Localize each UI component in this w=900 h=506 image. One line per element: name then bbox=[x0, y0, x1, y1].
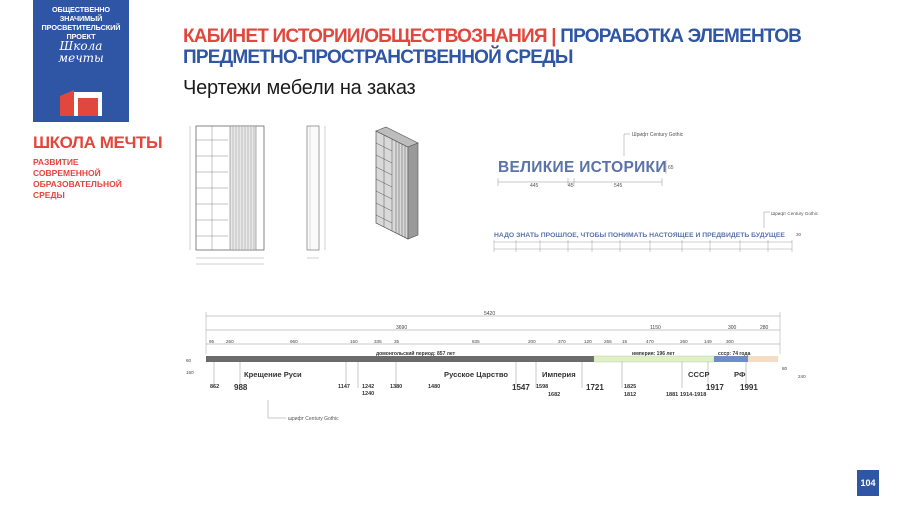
timeline-font-note: шрифт Century Gothic bbox=[288, 416, 339, 422]
timeline-right-dim-2: 240 bbox=[798, 374, 806, 379]
year-13: 1812 bbox=[624, 392, 637, 398]
headline-height-dim: 65 bbox=[668, 165, 674, 171]
seg-dim-3: 960 bbox=[290, 339, 298, 344]
year-3: 1147 bbox=[338, 384, 350, 390]
cabinet-side-drawing bbox=[303, 124, 331, 266]
timeline-right-dim: 1150 bbox=[650, 325, 661, 331]
year-11: 1721 bbox=[586, 383, 604, 392]
seg-dim-5: 335 bbox=[374, 339, 382, 344]
brand-logo-script: Школа мечты bbox=[58, 39, 104, 65]
era-bar-peach bbox=[748, 356, 778, 362]
event-label-4: СССР bbox=[688, 370, 710, 379]
year-14: 1881 bbox=[666, 392, 679, 398]
timeline-right-dim-1: 80 bbox=[782, 366, 788, 371]
year-10: 1682 bbox=[548, 392, 561, 398]
seg-dim-7: 835 bbox=[472, 339, 480, 344]
headline-plate-text: ВЕЛИКИЕ ИСТОРИКИ bbox=[498, 159, 667, 176]
motto-height-dim: 30 bbox=[796, 232, 802, 237]
seg-dim-8: 200 bbox=[528, 339, 536, 344]
year-12: 1825 bbox=[624, 384, 637, 390]
seg-dim-4: 150 bbox=[350, 339, 358, 344]
headline-dim-1: 445 bbox=[530, 183, 539, 189]
seg-dim-16: 300 bbox=[726, 339, 734, 344]
title-blue-part: ПРОРАБОТКА ЭЛЕМЕНТОВ ПРЕДМЕТНО-ПРОСТРАНСТВЕННОЙ СРЕДЫ bbox=[183, 26, 802, 68]
seg-dim-12: 15 bbox=[622, 339, 628, 344]
brand-name: ШКОЛА МЕЧТЫ bbox=[33, 133, 163, 152]
brand-school-graphic bbox=[60, 88, 102, 116]
title-red-part: КАБИНЕТ ИСТОРИИ/ОБЩЕСТВОЗНАНИЯ bbox=[183, 26, 547, 47]
era-label-2: империя: 196 лет bbox=[632, 351, 675, 357]
era-label-1: домонгольский период: 857 лет bbox=[376, 351, 456, 357]
timeline-side-dim-2: 160 bbox=[186, 370, 194, 375]
timeline-total-dim: 5420 bbox=[484, 311, 496, 317]
timeline-side-dim-1: 60 bbox=[186, 358, 192, 363]
brand-logo-box bbox=[33, 0, 129, 122]
headline-dim-3: 545 bbox=[614, 183, 623, 189]
year-2: 988 bbox=[234, 383, 248, 392]
motto-plate-text: НАДО ЗНАТЬ ПРОШЛОЕ, ЧТОБЫ ПОНИМАТЬ НАСТОЯЩЕЕ И ПРЕДВИДЕТЬ БУДУЩЕЕ bbox=[494, 232, 785, 239]
motto-font-note: Шрифт Century Gothic bbox=[771, 211, 819, 216]
year-6: 1380 bbox=[390, 384, 403, 390]
seg-dim-13: 470 bbox=[646, 339, 654, 344]
seg-dim-6: 35 bbox=[394, 339, 400, 344]
seg-dim-1: 95 bbox=[209, 339, 215, 344]
seg-dim-11: 255 bbox=[604, 339, 612, 344]
seg-dim-14: 260 bbox=[680, 339, 688, 344]
seg-dim-9: 370 bbox=[558, 339, 566, 344]
timeline-dim-300a: 300 bbox=[728, 325, 737, 331]
era-label-3: ссср: 74 года bbox=[718, 351, 751, 357]
motto-plate-drawing bbox=[492, 208, 819, 260]
year-7: 1480 bbox=[428, 384, 441, 390]
cabinet-isometric-drawing bbox=[372, 127, 438, 243]
year-16: 1917 bbox=[706, 383, 724, 392]
brand-top-text: ОБЩЕСТВЕННО ЗНАЧИМЫЙ ПРОСВЕТИТЕЛЬСКИЙ ПРОЕКТ bbox=[41, 5, 121, 41]
headline-plate-drawing bbox=[494, 130, 714, 196]
timeline-drawing bbox=[186, 308, 826, 428]
year-5: 1240 bbox=[362, 391, 375, 397]
event-label-3: Империя bbox=[542, 370, 576, 379]
page-number: 104 bbox=[857, 470, 879, 496]
event-label-5: РФ bbox=[734, 370, 746, 379]
seg-dim-2: 260 bbox=[226, 339, 234, 344]
year-17: 1991 bbox=[740, 383, 758, 392]
year-9: 1598 bbox=[536, 384, 549, 390]
timeline-left-dim: 3690 bbox=[396, 325, 408, 331]
title-separator: | bbox=[551, 26, 556, 47]
slide-subtitle: Чертежи мебели на заказ bbox=[183, 77, 416, 99]
year-1: 862 bbox=[210, 384, 220, 390]
slide-title bbox=[183, 26, 803, 68]
cabinet-front-drawing bbox=[188, 120, 288, 268]
brand-subtitle: РАЗВИТИЕ СОВРЕМЕННОЙ ОБРАЗОВАТЕЛЬНОЙ СРЕДЫ bbox=[33, 157, 122, 200]
year-4: 1242 bbox=[362, 384, 375, 390]
year-15: 1914-1918 bbox=[680, 392, 707, 398]
timeline-dim-280: 280 bbox=[760, 325, 769, 331]
seg-dim-10: 120 bbox=[584, 339, 592, 344]
event-label-2: Русское Царство bbox=[444, 370, 509, 379]
seg-dim-15: 149 bbox=[704, 339, 712, 344]
headline-dim-2: 45 bbox=[568, 183, 574, 189]
year-8: 1547 bbox=[512, 383, 530, 392]
event-label-1: Крещение Руси bbox=[244, 370, 302, 379]
headline-font-note: Шрифт Century Gothic bbox=[632, 132, 684, 138]
